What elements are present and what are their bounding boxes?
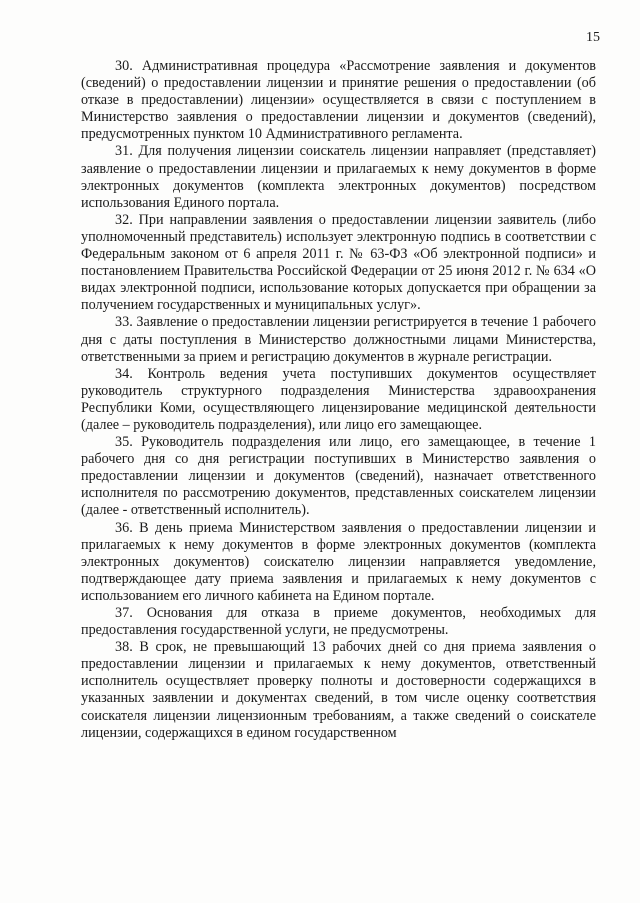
paragraph-37: 37. Основания для отказа в приеме документов, необходимых для предоставления государственной услуги, не предусмотрены.	[81, 605, 596, 639]
paragraph-34: 34. Контроль ведения учета поступивших документов осуществляет руководитель структурного подразделения Министерства здравоохранения Республики Коми, осуществляющего лицензирование медицинской деятельности (далее – руководитель подразделения), или лицо его замещающее.	[81, 365, 596, 433]
paragraph-33: 33. Заявление о предоставлении лицензии регистрируется в течение 1 рабочего дня с даты поступления в Министерство должностными лицами Министерства, ответственными за прием и регистрацию документов в журнале регистрации.	[81, 314, 596, 365]
paragraph-30: 30. Административная процедура «Рассмотрение заявления и документов (сведений) о предоставлении лицензии и принятие решения о предоставлении (об отказе в предоставлении) лицензии» осуществляется в связи с поступлением в Министерство заявления о предоставлении лицензии и документов (сведений), предусмотренных пунктом 10 Административного регламента.	[81, 58, 596, 143]
paragraph-35: 35. Руководитель подразделения или лицо, его замещающее, в течение 1 рабочего дня со дня регистрации поступивших в Министерство заявления о предоставлении лицензии и документов (сведений), назначает ответственного исполнителя по рассмотрению документов, представленных соискателем лицензии (далее - ответственный исполнитель).	[81, 434, 596, 519]
paragraph-36: 36. В день приема Министерством заявления о предоставлении лицензии и прилагаемых к нему документов в форме электронных документов (комплекта электронных документов) соискателю лицензии направляется уведомление, подтверждающее дату приема заявления и прилагаемых к нему документов с использованием его личного кабинета на Едином портале.	[81, 519, 596, 604]
paragraph-31: 31. Для получения лицензии соискатель лицензии направляет (представляет) заявление о предоставлении лицензии и прилагаемых к нему документов в форме электронных документов (комплекта электронных документов) посредством использования Единого портала.	[81, 143, 596, 211]
page-number: 15	[586, 30, 600, 45]
document-body	[81, 58, 596, 742]
paragraph-38: 38. В срок, не превышающий 13 рабочих дней со дня приема заявления о предоставлении лицензии и прилагаемых к нему документов, ответственный исполнитель осуществляет проверку полноты и достоверности содержащихся в указанных заявлении и документах сведений, в том числе оценку соответствия соискателя лицензии лицензионным требованиям, а также сведений о соискателе лицензии, содержащихся в едином государственном	[81, 639, 596, 741]
paragraph-32: 32. При направлении заявления о предоставлении лицензии заявитель (либо уполномоченный представитель) использует электронную подпись в соответствии с Федеральным законом от 6 апреля 2011 г. № 63-ФЗ «Об электронной подписи» и постановлением Правительства Российской Федерации от 25 июня 2012 г. № 634 «О видах электронной подписи, использование которых допускается при обращении за получением государственных и муниципальных услуг».	[81, 211, 596, 314]
